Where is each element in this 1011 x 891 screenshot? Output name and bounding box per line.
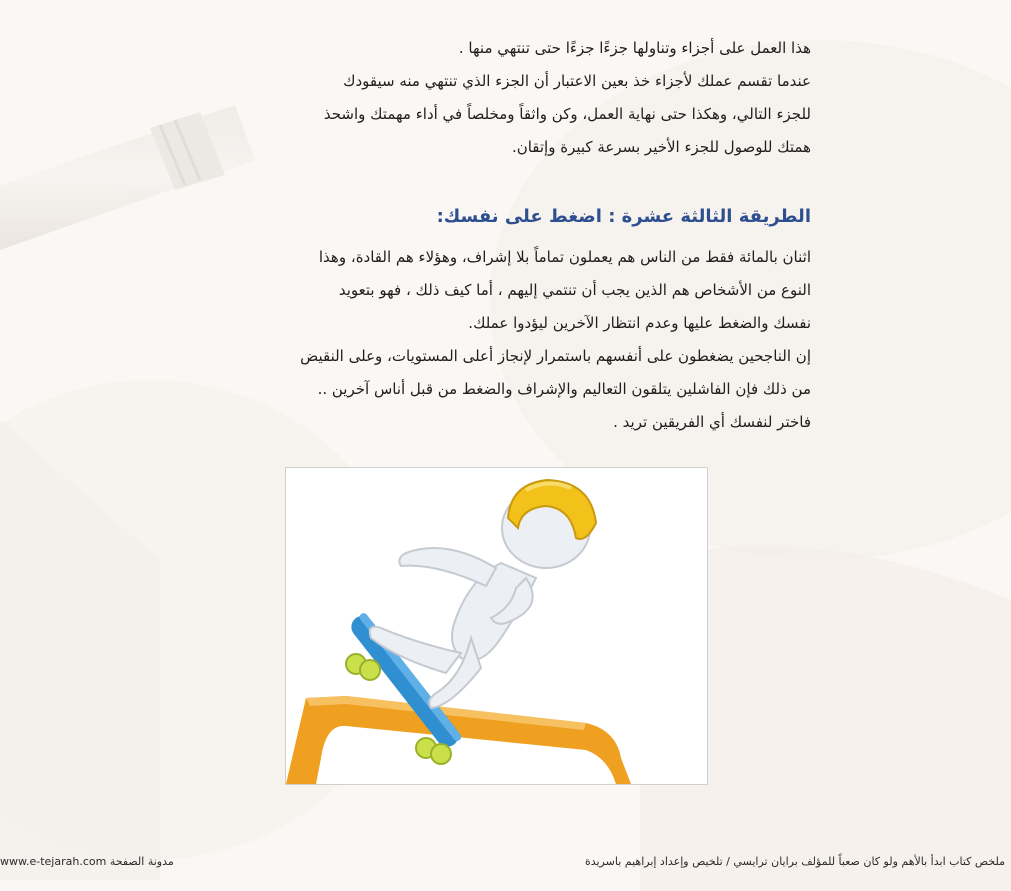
paragraph-line: فاختر لنفسك أي الفريقين تريد . — [613, 413, 811, 431]
paragraph-line: نفسك والضغط عليها وعدم انتظار الآخرين ليؤدوا عملك. — [468, 314, 811, 332]
skateboarder-image — [285, 467, 708, 785]
paragraph-line: النوع من الأشخاص هم الذين يجب أن تنتمي إليهم ، أما كيف ذلك ، فهو بتعويد — [338, 281, 811, 299]
paragraph-line: اثنان بالمائة فقط من الناس هم يعملون تماماً بلا إشراف، وهؤلاء هم القادة، وهذا — [318, 248, 811, 266]
skateboarder-figure-icon — [286, 468, 707, 784]
footer-book-credit: ملخص كتاب ابدأ بالأهم ولو كان صعباً للمؤلف برايان ترايسي / تلخيص وإعداد إبراهيم باسريدة — [584, 855, 1005, 868]
paragraph-line: عندما تقسم عملك لأجزاء خذ بعين الاعتبار أن الجزء الذي تنتهي منه سيقودك — [343, 72, 811, 90]
paragraph-1 — [191, 32, 811, 164]
paragraph-line: من ذلك فإن الفاشلين يتلقون التعاليم والإشراف والضغط من قبل أناس آخرين .. — [317, 380, 811, 398]
paragraph-2 — [191, 241, 811, 439]
footer-website: مدونة الصفحة www.e-tejarah.com — [0, 855, 174, 868]
paragraph-line: همتك للوصول للجزء الأخير بسرعة كبيرة وإتقان. — [511, 138, 811, 156]
paragraph-line: هذا العمل على أجزاء وتناولها جزءًا جزءًا حتى تنتهي منها . — [458, 39, 811, 57]
section-heading: الطريقة الثالثة عشرة : اضغط على نفسك: — [436, 206, 811, 227]
paragraph-line: إن الناجحين يضغطون على أنفسهم باستمرار لإنجاز أعلى المستويات، وعلى النقيض — [300, 347, 811, 365]
paragraph-line: للجزء التالي، وهكذا حتى نهاية العمل، وكن واثقاً ومخلصاً في أداء مهمتك واشحذ — [323, 105, 811, 123]
